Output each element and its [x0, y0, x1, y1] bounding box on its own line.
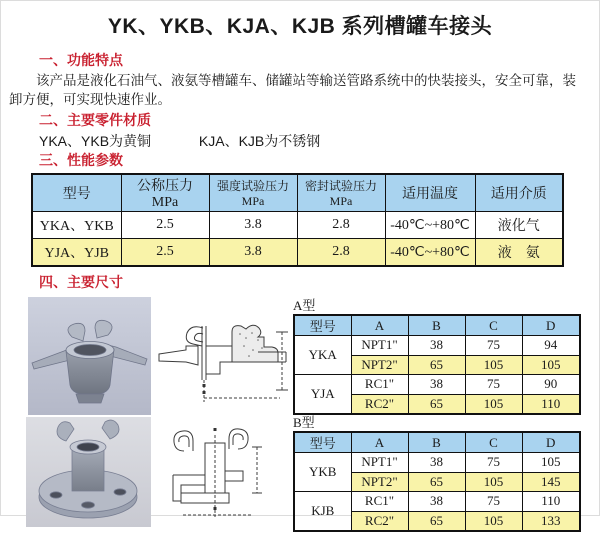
dim-cell: 110	[522, 492, 580, 512]
dim-cell: 65	[408, 511, 465, 531]
dim-cell: 105	[465, 511, 522, 531]
product-photo-claw-coupling	[28, 297, 151, 415]
dim-b-model: YKB	[294, 453, 351, 492]
dim-b-model: KJB	[294, 492, 351, 532]
dim-cell: 90	[522, 375, 580, 395]
dim-cell: 110	[522, 394, 580, 414]
dim-cell: NPT1"	[351, 453, 408, 473]
table-row	[294, 375, 580, 395]
dimension-drawing-b	[159, 423, 271, 523]
perf-header-media: 适用介质	[475, 174, 563, 212]
dim-cell: 38	[408, 453, 465, 473]
dimension-table-b	[293, 431, 581, 532]
performance-table	[31, 173, 564, 267]
section-features-heading: 一、功能特点	[39, 52, 123, 68]
dim-cell: NPT1"	[351, 336, 408, 356]
perf-cell: 2.8	[297, 239, 385, 267]
dim-cell: 38	[408, 492, 465, 512]
perf-header-nominal-pressure: 公称压力 MPa	[121, 174, 209, 212]
dim-cell: 105	[465, 355, 522, 375]
perf-cell: 2.8	[297, 212, 385, 239]
dim-a-header: A	[351, 315, 408, 336]
dim-cell: 94	[522, 336, 580, 356]
table-row	[32, 212, 563, 239]
perf-header-seal-pressure: 密封试验压力MPa	[297, 174, 385, 212]
dim-cell: RC1"	[351, 492, 408, 512]
dim-cell: 133	[522, 511, 580, 531]
dim-cell: 65	[408, 472, 465, 492]
perf-cell: YKA、YKB	[32, 212, 121, 239]
dimension-drawing-a	[154, 318, 291, 413]
dim-b-header: 型号	[294, 432, 351, 453]
perf-cell: -40℃~+80℃	[385, 212, 475, 239]
dim-cell: 75	[465, 375, 522, 395]
dim-cell: 38	[408, 375, 465, 395]
perf-header-temperature: 适用温度	[385, 174, 475, 212]
perf-cell: 2.5	[121, 212, 209, 239]
dim-cell: 105	[465, 394, 522, 414]
dim-a-model: YKA	[294, 336, 351, 375]
perf-cell: 3.8	[209, 239, 297, 267]
page-title: YK、YKB、KJA、KJB 系列槽罐车接头	[107, 15, 493, 38]
dim-a-header: 型号	[294, 315, 351, 336]
dim-cell: 75	[465, 492, 522, 512]
material-brass: YKA、YKB为黄铜	[39, 133, 152, 149]
perf-cell: 2.5	[121, 239, 209, 267]
features-paragraph: 该产品是液化石油气、液氨等槽罐车、储罐站等输送管路系统中的快装接头，安全可靠，装卸方便，可实现快速作业。	[9, 73, 576, 107]
perf-cell: -40℃~+80℃	[385, 239, 475, 267]
dim-cell: 145	[522, 472, 580, 492]
dim-cell: 105	[465, 472, 522, 492]
perf-header-model: 型号	[32, 174, 121, 212]
table-row	[294, 453, 580, 473]
section-performance-heading: 三、性能参数	[39, 152, 123, 168]
dimension-table-a	[293, 314, 581, 415]
materials-line	[39, 132, 599, 150]
dim-a-header: B	[408, 315, 465, 336]
section-dimensions-heading: 四、主要尺寸	[39, 274, 123, 290]
dim-cell: RC2"	[351, 394, 408, 414]
performance-header-row	[32, 174, 563, 212]
dim-cell: NPT2"	[351, 472, 408, 492]
dim-cell: NPT2"	[351, 355, 408, 375]
dim-cell: 105	[522, 453, 580, 473]
dimensions-area	[1, 293, 599, 539]
dim-cell: 75	[465, 453, 522, 473]
dim-cell: 75	[465, 336, 522, 356]
perf-cell: YJA、YJB	[32, 239, 121, 267]
table-row	[294, 432, 580, 453]
dim-cell: 65	[408, 394, 465, 414]
dim-b-header: A	[351, 432, 408, 453]
product-photo-flanged-coupling	[26, 417, 151, 527]
dim-b-header: B	[408, 432, 465, 453]
dim-cell: RC1"	[351, 375, 408, 395]
dim-cell: 65	[408, 355, 465, 375]
table-row	[32, 239, 563, 267]
table-row	[294, 315, 580, 336]
dim-cell: 38	[408, 336, 465, 356]
section-materials-heading: 二、主要零件材质	[39, 112, 151, 128]
dim-cell: 105	[522, 355, 580, 375]
dim-a-header: C	[465, 315, 522, 336]
dim-a-header: D	[522, 315, 580, 336]
material-stainless: KJA、KJB为不锈钢	[198, 133, 321, 149]
dim-table-a-label: A型	[293, 298, 316, 313]
dim-b-header: C	[465, 432, 522, 453]
table-row	[294, 336, 580, 356]
perf-cell: 液 氨	[475, 239, 563, 267]
perf-cell: 3.8	[209, 212, 297, 239]
table-row	[294, 492, 580, 512]
dim-a-model: YJA	[294, 375, 351, 415]
perf-header-strength-pressure: 强度试验压力MPa	[209, 174, 297, 212]
dim-table-b-label: B型	[293, 415, 315, 430]
perf-cell: 液化气	[475, 212, 563, 239]
dim-cell: RC2"	[351, 511, 408, 531]
dim-b-header: D	[522, 432, 580, 453]
